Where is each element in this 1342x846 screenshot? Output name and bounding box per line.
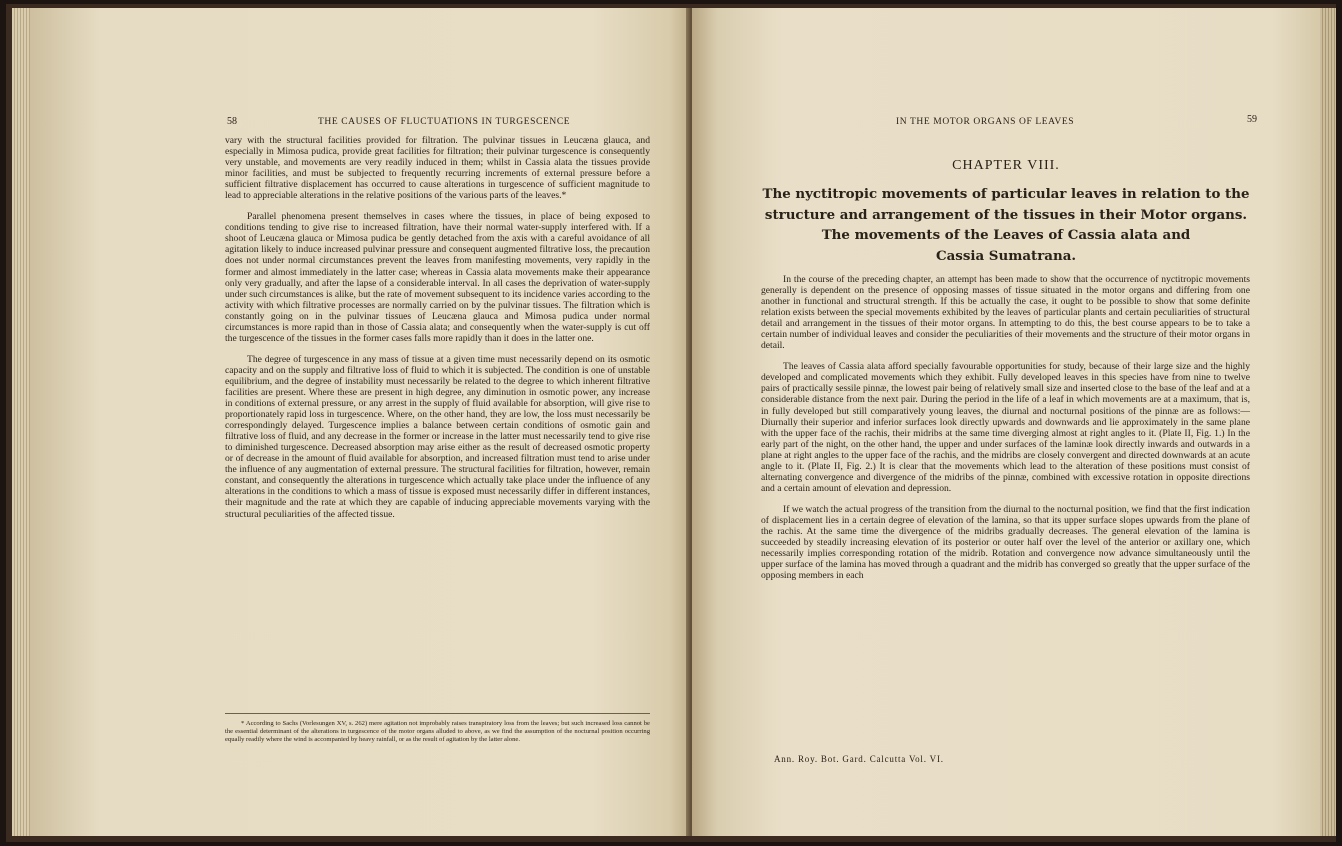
left-running-head: THE CAUSES OF FLUCTUATIONS IN TURGESCENCE <box>318 117 571 127</box>
left-page-edges <box>12 8 30 836</box>
right-page <box>692 8 1320 836</box>
book-spread <box>6 4 1336 842</box>
left-page-number: 58 <box>227 116 237 127</box>
footnote-rule <box>225 713 650 714</box>
chapter-title <box>692 184 1320 266</box>
footnote-text: * According to Sachs (Vorlesungen XV, s. 262) mere agitation not improbably raises transpiratory loss from the leaves; but such increased loss cannot be the essential determinant of the alterations in turgescence of the motor organs alluded to above, as we find the assumption of the nocturnal position occurring equally readily where the wind is accompanied by heavy rainfall, or as the result of agitation by the latter alone. <box>225 720 650 743</box>
left-paragraph-3: The degree of turgescence in any mass of tissue at a given time must necessarily depend on its osmotic capacity and on the supply and filtrative loss of fluid to which it is subjected. The condition is one of unstable equilibrium, and the degree of instability must necessarily be related to the degree to which inherent filtrative facilities are present. Where these are present in high degree, any diminution in osmotic power, any increase in conditions of external pressure, or any arrest in the supply of fluid available for absorption, will give rise to proportionately rapid loss in turgescence. Where, on the other hand, they are low, the loss must necessarily be correspondingly delayed. Turgescence implies a balance between certain conditions of osmotic gain and filtrative loss of fluid, and any decrease in the former or increase in the latter must necessarily tend to give rise to diminished turgescence. Decreased absorption may arise either as the result of decreased osmotic property or of decrease in the amount of fluid available for absorption, and increased filtration must tend to arise under the influence of any augmentation of external pressure. The structural facilities for filtration, however, remain constant, and consequently the alterations in turgescence which actually take place under the influence of any alterations in the conditions to which a mass of tissue is exposed must necessarily differ in different instances, their magnitude and the rate at which they are capable of inducing appreciable movements varying with the structural peculiarities of the affected tissue. <box>225 353 650 520</box>
chapter-title-line-1: The nyctitropic movements of particular leaves in relation to the <box>762 186 1250 202</box>
right-paragraph-1: In the course of the preceding chapter, an attempt has been made to show that the occurrence of nyctitropic movements generally is dependent on the presence of opposing masses of tissue situated in the motor organs and differing from one another in functional and structural strength. If this be actually the case, it ought to be possible to show that some definite relation exists between the special movements exhibited by the leaves of particular plants and certain peculiarities of structural detail and arrangement in the tissues of their motor organs. In attempting to do this, the best course appears to be to take a certain number of individual leaves and consider the peculiarities of their movements and the structure of their motor organs in detail. <box>761 274 1250 352</box>
left-paragraph-1: vary with the structural facilities provided for filtration. The pulvinar tissues in Leucæna glauca, and especially in Mimosa pudica, provide great facilities for filtration; their pulvinar turgescence is consequently very unstable, and movements are very readily induced in them; whilst in Cassia alata the tissues provide minor facilities, and must be subjected to frequently recurring increments of external pressure before a sufficient filtrative displacement has occurred to cause alterations in turgescence of sufficient magnitude to lead to appreciable alterations in the relative positions of the various parts of the leaves.* <box>225 135 650 202</box>
chapter-title-line-2: structure and arrangement of the tissues in their Motor organs. <box>764 206 1248 223</box>
journal-footer: Ann. Roy. Bot. Gard. Calcutta Vol. VI. <box>774 754 944 764</box>
right-running-head: IN THE MOTOR ORGANS OF LEAVES <box>896 117 1075 127</box>
right-body-text <box>761 274 1250 581</box>
right-page-edges <box>1320 8 1336 836</box>
left-paragraph-2: Parallel phenomena present themselves in cases where the tissues, in place of being exposed to conditions tending to give rise to increased filtration, have their normal water-supply interfered with. If a shoot of Leucæna glauca or Mimosa pudica be gently detached from the axis with a careful avoidance of all agitation likely to induce increased pulvinar pressure and consequent augmented filtrative loss, the precaution does not under normal circumstances prevent the leaves from manifesting movements, very rapidly in the former and almost immediately in the latter case; whereas in Cassia alata movements make their appearance only very gradually, and after the lapse of a considerable interval. In all cases the deprivation of water-supply under such circumstances is alike, but the rate of movement subsequent to its incidence varies according to the activity with which filtrative processes are normally carried on by the pulvinar tissues. The filtration which is constantly going on in the pulvinar tissues of Leucæna glauca and Mimosa pudica under normal circumstances is more rapid than in those of Cassia alata; and consequently when the water-supply is cut off the turgescence of the tissues in the former cases falls more rapidly than it does in the latter one. <box>225 211 650 344</box>
chapter-title-line-4: Cassia Sumatrana. <box>935 247 1077 264</box>
right-paragraph-3: If we watch the actual progress of the transition from the diurnal to the nocturnal position, we find that the first indication of displacement lies in a certain degree of elevation of the lamina, so that its upper surface slopes upwards from the plane of the rachis. At the same time the divergence of the midribs gradually decreases. The general elevation of the lamina is succeeded by steadily increasing elevation of its posterior or outer half over the level of the anterior or axillary one, which necessarily implies corresponding rotation of the midrib. Rotation and convergence now advance simultaneously until the upper surface of the lamina has moved through a quadrant and the midrib has converged so greatly that the upper surface of the opposing members in each <box>761 503 1250 582</box>
chapter-title-line-3: The movements of the Leaves of Cassia alata and <box>821 227 1191 243</box>
chapter-heading: CHAPTER VIII. <box>952 158 1060 173</box>
right-page-number: 59 <box>1247 114 1257 125</box>
left-footnote <box>225 720 650 744</box>
right-paragraph-2: The leaves of Cassia alata afford specially favourable opportunities for study, because of their large size and the highly developed and complicated movements which they exhibit. Fully developed leaves in this species have from nine to twelve pairs of practically sessile pinnæ, the lowest pair being of relatively small size and inserted close to the base of the leaf and at a considerable distance from the next pair. During the period in the life of a leaf in which movements are at a maximum, that is, in fully developed but still comparatively young leaves, the diurnal and nocturnal positions of the pinnæ are as follows:—Diurnally their superior and inferior surfaces look directly upwards and downwards and lie approximately in the same plane with the upper face of the rachis, their midribs at the same time diverging almost at right angles to it. (Plate II, Fig. 1.) In the early part of the night, on the other hand, the upper and under surfaces of the laminæ look directly inwards and outwards in a plane at right angles to the upper face of the rachis, and the midribs are closely convergent and directed downwards at an acute angle to it. (Plate II, Fig. 2.) It is clear that the movements which lead to the alteration of these positions must consist of alternating convergence and divergence of the midribs of the pinnæ, combined with excessive rotation in opposite directions and a certain amount of elevation and depression. <box>761 361 1250 494</box>
left-page <box>30 8 690 836</box>
left-body-text <box>225 135 650 520</box>
